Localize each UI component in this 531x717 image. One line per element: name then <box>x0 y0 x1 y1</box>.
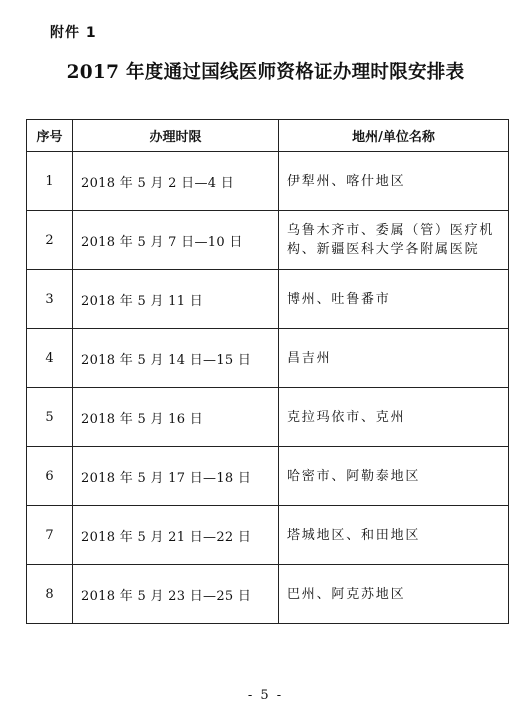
row-region: 塔城地区、和田地区 <box>279 506 509 565</box>
schedule-table <box>26 119 509 624</box>
header-region: 地州/单位名称 <box>279 120 509 152</box>
row-region: 博州、吐鲁番市 <box>279 270 509 329</box>
row-no: 8 <box>27 565 73 624</box>
table-row <box>27 565 509 624</box>
row-no: 3 <box>27 270 73 329</box>
row-no: 6 <box>27 447 73 506</box>
row-region: 巴州、阿克苏地区 <box>279 565 509 624</box>
document-title: 2017 年度通过国线医师资格证办理时限安排表 <box>66 62 465 83</box>
attachment-label: 附件 1 <box>50 25 97 41</box>
row-region: 昌吉州 <box>279 329 509 388</box>
header-no: 序号 <box>27 120 73 152</box>
row-no: 7 <box>27 506 73 565</box>
row-date: 2018 年 5 月 17 日—18 日 <box>73 447 279 506</box>
table-row <box>27 270 509 329</box>
row-no: 4 <box>27 329 73 388</box>
table-row <box>27 388 509 447</box>
table-row <box>27 329 509 388</box>
row-region: 克拉玛依市、克州 <box>279 388 509 447</box>
row-date: 2018 年 5 月 23 日—25 日 <box>73 565 279 624</box>
row-region: 伊犁州、喀什地区 <box>279 152 509 211</box>
table-row <box>27 152 509 211</box>
table-header-row <box>27 120 509 152</box>
row-date: 2018 年 5 月 16 日 <box>73 388 279 447</box>
row-date: 2018 年 5 月 7 日—10 日 <box>73 211 279 270</box>
row-region: 哈密市、阿勒泰地区 <box>279 447 509 506</box>
row-region: 乌鲁木齐市、委属（管）医疗机构、新疆医科大学各附属医院 <box>279 211 509 270</box>
table-row <box>27 447 509 506</box>
row-no: 5 <box>27 388 73 447</box>
row-date: 2018 年 5 月 14 日—15 日 <box>73 329 279 388</box>
row-date: 2018 年 5 月 2 日—4 日 <box>73 152 279 211</box>
row-date: 2018 年 5 月 11 日 <box>73 270 279 329</box>
row-no: 2 <box>27 211 73 270</box>
table-row <box>27 211 509 270</box>
page-number: - 5 - <box>247 688 284 703</box>
header-date: 办理时限 <box>73 120 279 152</box>
table-row <box>27 506 509 565</box>
row-date: 2018 年 5 月 21 日—22 日 <box>73 506 279 565</box>
row-no: 1 <box>27 152 73 211</box>
